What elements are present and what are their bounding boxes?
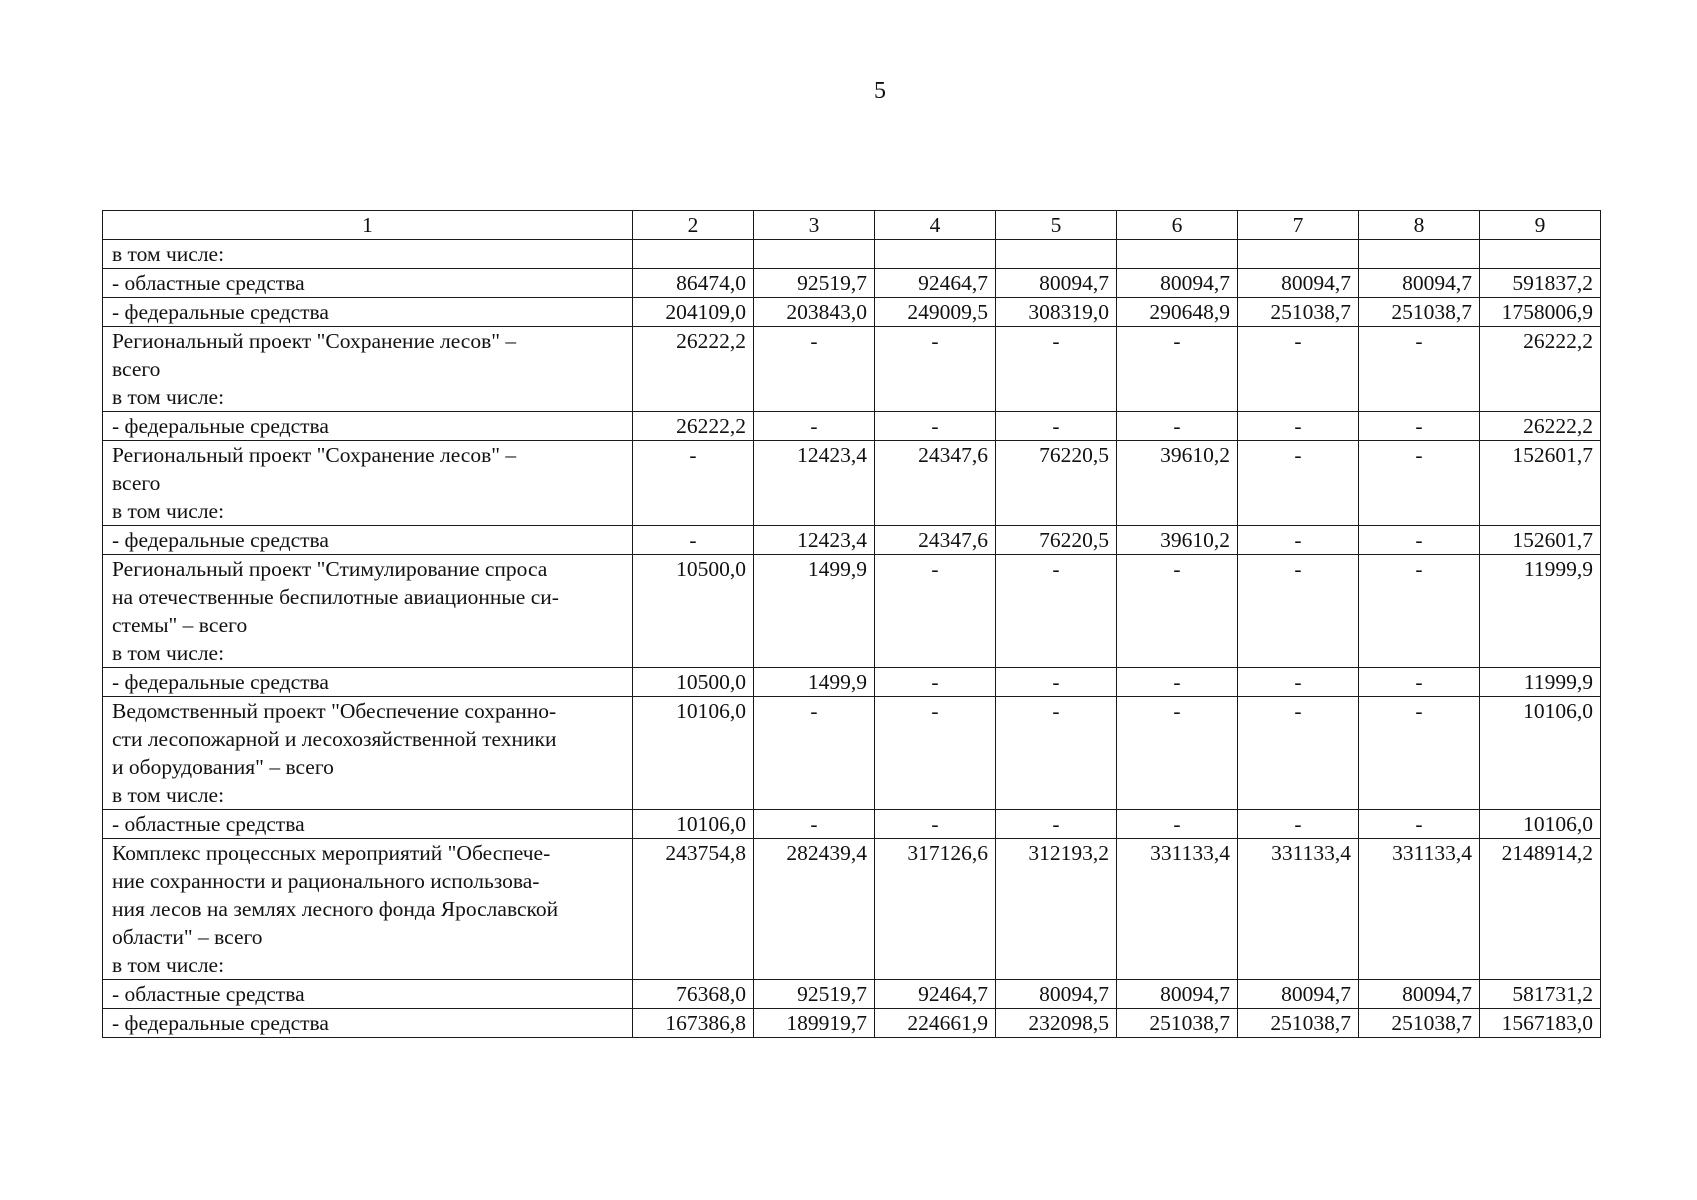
table-row bbox=[103, 697, 1601, 810]
value-cell-col-7: - bbox=[1238, 668, 1359, 697]
value-cell-col-8: - bbox=[1359, 327, 1480, 412]
value-cell-col-6: - bbox=[1117, 810, 1238, 839]
table-row bbox=[103, 839, 1601, 980]
row-label-line: всего bbox=[112, 471, 161, 495]
value-cell-col-9: 1567183,0 bbox=[1480, 1009, 1601, 1038]
value-cell-col-3: - bbox=[754, 412, 875, 441]
value-cell-col-3: 92519,7 bbox=[754, 269, 875, 298]
value-cell-col-2: - bbox=[633, 441, 754, 526]
value-cell-col-2: 76368,0 bbox=[633, 980, 754, 1009]
value-cell-col-9: 152601,7 bbox=[1480, 526, 1601, 555]
value-cell-col-2: 26222,2 bbox=[633, 412, 754, 441]
table-row bbox=[103, 1009, 1601, 1038]
value-cell-col-5: - bbox=[996, 810, 1117, 839]
row-label bbox=[103, 668, 633, 697]
value-cell-col-3: 1499,9 bbox=[754, 555, 875, 668]
value-cell-col-4: 92464,7 bbox=[875, 980, 996, 1009]
row-label-line: - федеральные средства bbox=[112, 1011, 329, 1035]
value-cell-col-8: - bbox=[1359, 526, 1480, 555]
table-row bbox=[103, 298, 1601, 327]
value-cell-col-5: 76220,5 bbox=[996, 526, 1117, 555]
row-label bbox=[103, 839, 633, 980]
value-cell-col-2: 167386,8 bbox=[633, 1009, 754, 1038]
table-row bbox=[103, 441, 1601, 526]
row-label-line: Региональный проект "Стимулирование спроса bbox=[112, 557, 548, 581]
header-row bbox=[103, 211, 1601, 240]
value-cell-col-4: 92464,7 bbox=[875, 269, 996, 298]
value-cell-col-3: 203843,0 bbox=[754, 298, 875, 327]
row-label-line: ние сохранности и рационального использова- bbox=[112, 869, 540, 893]
value-cell-col-4: - bbox=[875, 668, 996, 697]
value-cell-col-6: 251038,7 bbox=[1117, 1009, 1238, 1038]
value-cell-col-5: - bbox=[996, 697, 1117, 810]
value-cell-col-6: 290648,9 bbox=[1117, 298, 1238, 327]
page-number: 5 bbox=[874, 78, 886, 104]
table-row bbox=[103, 327, 1601, 412]
value-cell-col-9 bbox=[1480, 240, 1601, 269]
value-cell-col-2 bbox=[633, 240, 754, 269]
value-cell-col-3: 189919,7 bbox=[754, 1009, 875, 1038]
value-cell-col-6: 80094,7 bbox=[1117, 980, 1238, 1009]
value-cell-col-4: 24347,6 bbox=[875, 441, 996, 526]
column-header-2: 2 bbox=[633, 211, 754, 240]
column-header-5: 5 bbox=[996, 211, 1117, 240]
row-label-line: стемы" – всего bbox=[112, 613, 248, 637]
column-header-9: 9 bbox=[1480, 211, 1601, 240]
value-cell-col-2: 204109,0 bbox=[633, 298, 754, 327]
value-cell-col-9: 152601,7 bbox=[1480, 441, 1601, 526]
value-cell-col-8 bbox=[1359, 240, 1480, 269]
value-cell-col-9: 11999,9 bbox=[1480, 555, 1601, 668]
row-label-line: на отечественные беспилотные авиационные си- bbox=[112, 585, 559, 609]
value-cell-col-9: 11999,9 bbox=[1480, 668, 1601, 697]
row-label-line: - федеральные средства bbox=[112, 670, 329, 694]
value-cell-col-5: 312193,2 bbox=[996, 839, 1117, 980]
row-label-line: ния лесов на землях лесного фонда Ярославской bbox=[112, 897, 559, 921]
value-cell-col-2: 26222,2 bbox=[633, 327, 754, 412]
row-label bbox=[103, 980, 633, 1009]
value-cell-col-9: 581731,2 bbox=[1480, 980, 1601, 1009]
row-label-line: Комплекс процессных мероприятий "Обеспече- bbox=[112, 841, 551, 865]
value-cell-col-4: 24347,6 bbox=[875, 526, 996, 555]
value-cell-col-4: 224661,9 bbox=[875, 1009, 996, 1038]
row-label-line: в том числе: bbox=[112, 641, 225, 665]
value-cell-col-4: - bbox=[875, 327, 996, 412]
value-cell-col-3: 282439,4 bbox=[754, 839, 875, 980]
row-label-line: - федеральные средства bbox=[112, 528, 329, 552]
row-label bbox=[103, 555, 633, 668]
table-row bbox=[103, 980, 1601, 1009]
value-cell-col-9: 10106,0 bbox=[1480, 697, 1601, 810]
value-cell-col-6: 39610,2 bbox=[1117, 441, 1238, 526]
budget-table bbox=[102, 210, 1601, 1038]
row-label bbox=[103, 412, 633, 441]
row-label bbox=[103, 1009, 633, 1038]
value-cell-col-3: 12423,4 bbox=[754, 526, 875, 555]
value-cell-col-4: 249009,5 bbox=[875, 298, 996, 327]
value-cell-col-5: - bbox=[996, 668, 1117, 697]
value-cell-col-5: - bbox=[996, 412, 1117, 441]
value-cell-col-8: - bbox=[1359, 697, 1480, 810]
value-cell-col-4: 317126,6 bbox=[875, 839, 996, 980]
value-cell-col-5 bbox=[996, 240, 1117, 269]
row-label-line: - областные средства bbox=[112, 812, 305, 836]
value-cell-col-3: - bbox=[754, 697, 875, 810]
row-label-line: в том числе: bbox=[112, 242, 225, 266]
value-cell-col-6: - bbox=[1117, 555, 1238, 668]
row-label bbox=[103, 327, 633, 412]
value-cell-col-6: - bbox=[1117, 412, 1238, 441]
value-cell-col-3: 12423,4 bbox=[754, 441, 875, 526]
value-cell-col-6: - bbox=[1117, 668, 1238, 697]
row-label-line: в том числе: bbox=[112, 953, 225, 977]
value-cell-col-2: - bbox=[633, 526, 754, 555]
column-header-4: 4 bbox=[875, 211, 996, 240]
row-label-line: Региональный проект "Сохранение лесов" – bbox=[112, 329, 517, 353]
value-cell-col-7: - bbox=[1238, 412, 1359, 441]
value-cell-col-5: - bbox=[996, 327, 1117, 412]
value-cell-col-6: - bbox=[1117, 327, 1238, 412]
value-cell-col-7: - bbox=[1238, 555, 1359, 668]
value-cell-col-5: 308319,0 bbox=[996, 298, 1117, 327]
value-cell-col-7: 80094,7 bbox=[1238, 269, 1359, 298]
value-cell-col-7: 251038,7 bbox=[1238, 1009, 1359, 1038]
table-row bbox=[103, 526, 1601, 555]
value-cell-col-4: - bbox=[875, 810, 996, 839]
value-cell-col-8: - bbox=[1359, 810, 1480, 839]
value-cell-col-8: 251038,7 bbox=[1359, 298, 1480, 327]
value-cell-col-5: - bbox=[996, 555, 1117, 668]
table-row bbox=[103, 555, 1601, 668]
value-cell-col-2: 10106,0 bbox=[633, 810, 754, 839]
row-label bbox=[103, 240, 633, 269]
row-label-line: всего bbox=[112, 357, 161, 381]
value-cell-col-6: 39610,2 bbox=[1117, 526, 1238, 555]
table-row bbox=[103, 412, 1601, 441]
value-cell-col-9: 2148914,2 bbox=[1480, 839, 1601, 980]
value-cell-col-6: 80094,7 bbox=[1117, 269, 1238, 298]
row-label-line: области" – всего bbox=[112, 925, 263, 949]
table-row bbox=[103, 240, 1601, 269]
column-header-7: 7 bbox=[1238, 211, 1359, 240]
row-label-line: Ведомственный проект "Обеспечение сохранно- bbox=[112, 699, 557, 723]
value-cell-col-7: - bbox=[1238, 697, 1359, 810]
value-cell-col-3: 1499,9 bbox=[754, 668, 875, 697]
table-row bbox=[103, 269, 1601, 298]
value-cell-col-2: 10500,0 bbox=[633, 668, 754, 697]
row-label bbox=[103, 298, 633, 327]
value-cell-col-9: 26222,2 bbox=[1480, 412, 1601, 441]
value-cell-col-3: 92519,7 bbox=[754, 980, 875, 1009]
value-cell-col-4 bbox=[875, 240, 996, 269]
value-cell-col-5: 80094,7 bbox=[996, 980, 1117, 1009]
row-label-line: - областные средства bbox=[112, 271, 305, 295]
row-label-line: в том числе: bbox=[112, 385, 225, 409]
column-header-1: 1 bbox=[103, 211, 633, 240]
value-cell-col-8: - bbox=[1359, 668, 1480, 697]
row-label-line: - федеральные средства bbox=[112, 414, 329, 438]
value-cell-col-7: - bbox=[1238, 441, 1359, 526]
value-cell-col-2: 243754,8 bbox=[633, 839, 754, 980]
value-cell-col-9: 10106,0 bbox=[1480, 810, 1601, 839]
value-cell-col-8: 251038,7 bbox=[1359, 1009, 1480, 1038]
value-cell-col-2: 10106,0 bbox=[633, 697, 754, 810]
table-row bbox=[103, 810, 1601, 839]
value-cell-col-7: - bbox=[1238, 327, 1359, 412]
row-label bbox=[103, 441, 633, 526]
row-label bbox=[103, 810, 633, 839]
column-header-8: 8 bbox=[1359, 211, 1480, 240]
value-cell-col-8: 80094,7 bbox=[1359, 269, 1480, 298]
value-cell-col-2: 86474,0 bbox=[633, 269, 754, 298]
value-cell-col-5: 80094,7 bbox=[996, 269, 1117, 298]
value-cell-col-6 bbox=[1117, 240, 1238, 269]
table-body bbox=[103, 240, 1601, 1038]
column-header-6: 6 bbox=[1117, 211, 1238, 240]
table-header bbox=[103, 211, 1601, 240]
value-cell-col-7 bbox=[1238, 240, 1359, 269]
row-label-line: Региональный проект "Сохранение лесов" – bbox=[112, 443, 517, 467]
value-cell-col-3: - bbox=[754, 327, 875, 412]
row-label bbox=[103, 526, 633, 555]
value-cell-col-5: 232098,5 bbox=[996, 1009, 1117, 1038]
row-label bbox=[103, 269, 633, 298]
value-cell-col-6: 331133,4 bbox=[1117, 839, 1238, 980]
value-cell-col-4: - bbox=[875, 555, 996, 668]
value-cell-col-8: 331133,4 bbox=[1359, 839, 1480, 980]
value-cell-col-3 bbox=[754, 240, 875, 269]
row-label-line: - федеральные средства bbox=[112, 300, 329, 324]
row-label-line: и оборудования" – всего bbox=[112, 755, 334, 779]
value-cell-col-7: 80094,7 bbox=[1238, 980, 1359, 1009]
value-cell-col-8: - bbox=[1359, 555, 1480, 668]
value-cell-col-7: - bbox=[1238, 810, 1359, 839]
row-label-line: в том числе: bbox=[112, 783, 225, 807]
table-row bbox=[103, 668, 1601, 697]
value-cell-col-8: 80094,7 bbox=[1359, 980, 1480, 1009]
value-cell-col-5: 76220,5 bbox=[996, 441, 1117, 526]
value-cell-col-7: - bbox=[1238, 526, 1359, 555]
column-header-3: 3 bbox=[754, 211, 875, 240]
value-cell-col-9: 591837,2 bbox=[1480, 269, 1601, 298]
value-cell-col-9: 26222,2 bbox=[1480, 327, 1601, 412]
value-cell-col-2: 10500,0 bbox=[633, 555, 754, 668]
value-cell-col-7: 251038,7 bbox=[1238, 298, 1359, 327]
value-cell-col-7: 331133,4 bbox=[1238, 839, 1359, 980]
value-cell-col-3: - bbox=[754, 810, 875, 839]
value-cell-col-6: - bbox=[1117, 697, 1238, 810]
row-label bbox=[103, 697, 633, 810]
value-cell-col-9: 1758006,9 bbox=[1480, 298, 1601, 327]
value-cell-col-8: - bbox=[1359, 441, 1480, 526]
row-label-line: сти лесопожарной и лесохозяйственной техники bbox=[112, 727, 557, 751]
value-cell-col-4: - bbox=[875, 697, 996, 810]
row-label-line: в том числе: bbox=[112, 499, 225, 523]
row-label-line: - областные средства bbox=[112, 982, 305, 1006]
value-cell-col-8: - bbox=[1359, 412, 1480, 441]
value-cell-col-4: - bbox=[875, 412, 996, 441]
